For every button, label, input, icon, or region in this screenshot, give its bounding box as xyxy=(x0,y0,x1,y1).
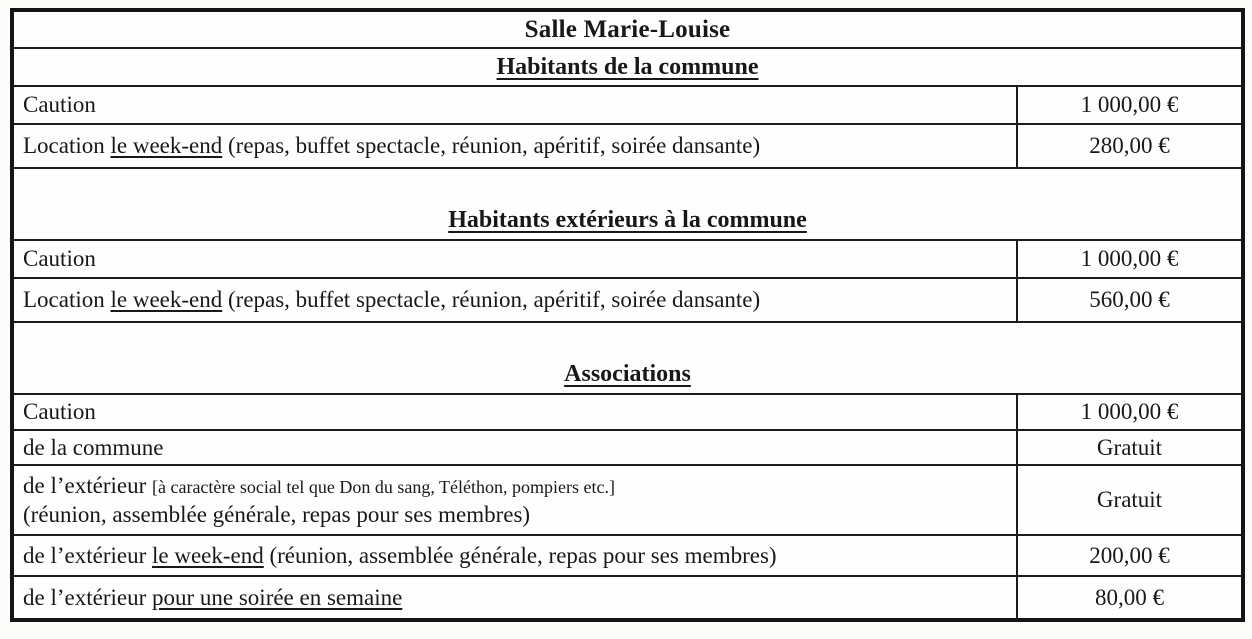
row-price xyxy=(1016,125,1241,167)
row-label-text: de l’extérieur pour une soirée en semaine xyxy=(23,584,403,610)
row-label xyxy=(14,536,1016,575)
row-price xyxy=(1016,466,1241,534)
row-price xyxy=(1016,577,1241,618)
row-price-text: 80,00 € xyxy=(1095,584,1164,610)
section-heading-text: Associations xyxy=(564,361,691,387)
row-price xyxy=(1016,536,1241,575)
section-heading xyxy=(14,169,1241,239)
row-label xyxy=(14,431,1016,464)
table-row xyxy=(14,393,1241,429)
row-label-text: Location le week-end (repas, buffet spectacle, réunion, apéritif, soirée dansante) xyxy=(23,287,761,313)
section-heading xyxy=(14,49,1241,85)
row-price xyxy=(1016,279,1241,321)
row-price xyxy=(1016,431,1241,464)
row-label-text: Caution xyxy=(23,399,96,425)
row-price-text: 1 000,00 € xyxy=(1080,92,1179,117)
row-label-text: de la commune xyxy=(23,434,164,460)
row-label xyxy=(14,395,1016,429)
section-heading xyxy=(14,323,1241,393)
table-row xyxy=(14,464,1241,534)
section-heading-row xyxy=(14,47,1241,85)
row-price xyxy=(1016,241,1241,277)
row-label xyxy=(14,466,1016,534)
row-price-text: Gratuit xyxy=(1096,434,1163,460)
row-price-text: 1 000,00 € xyxy=(1080,246,1179,271)
table-row xyxy=(14,429,1241,464)
row-price-text: Gratuit xyxy=(1096,487,1163,512)
pricing-table xyxy=(10,8,1245,622)
row-label xyxy=(14,87,1016,123)
section-heading-text: Habitants de la commune xyxy=(496,53,759,80)
section-heading-row xyxy=(14,321,1241,393)
row-label xyxy=(14,577,1016,618)
table-row xyxy=(14,534,1241,575)
row-label-line1: de l’extérieur [à caractère social tel que Don du sang, Téléthon, pompiers etc.] xyxy=(23,472,615,498)
table-row xyxy=(14,277,1241,321)
table-row-title xyxy=(14,12,1241,47)
row-label-line2: (réunion, assemblée générale, repas pour ses membres) xyxy=(23,502,531,527)
row-price-text: 200,00 € xyxy=(1089,542,1170,568)
row-label-text: Caution xyxy=(23,246,96,272)
row-price-text: 560,00 € xyxy=(1089,287,1170,312)
table-row xyxy=(14,575,1241,618)
row-label xyxy=(14,241,1016,277)
row-label xyxy=(14,279,1016,321)
row-label-text: Location le week-end (repas, buffet spectacle, réunion, apéritif, soirée dansante) xyxy=(23,133,761,159)
section-heading-row xyxy=(14,167,1241,239)
table-title-text: Salle Marie-Louise xyxy=(524,15,731,43)
row-price xyxy=(1016,395,1241,429)
row-price-text: 280,00 € xyxy=(1089,133,1170,158)
row-price xyxy=(1016,87,1241,123)
row-price-text: 1 000,00 € xyxy=(1080,399,1179,424)
table-title xyxy=(14,12,1241,47)
row-label-text: de l’extérieur le week-end (réunion, assemblée générale, repas pour ses membres) xyxy=(23,542,777,568)
table-row xyxy=(14,239,1241,277)
section-heading-text: Habitants extérieurs à la commune xyxy=(448,207,807,233)
table-row xyxy=(14,123,1241,167)
table-row xyxy=(14,85,1241,123)
row-label-text: Caution xyxy=(23,92,96,118)
row-label xyxy=(14,125,1016,167)
